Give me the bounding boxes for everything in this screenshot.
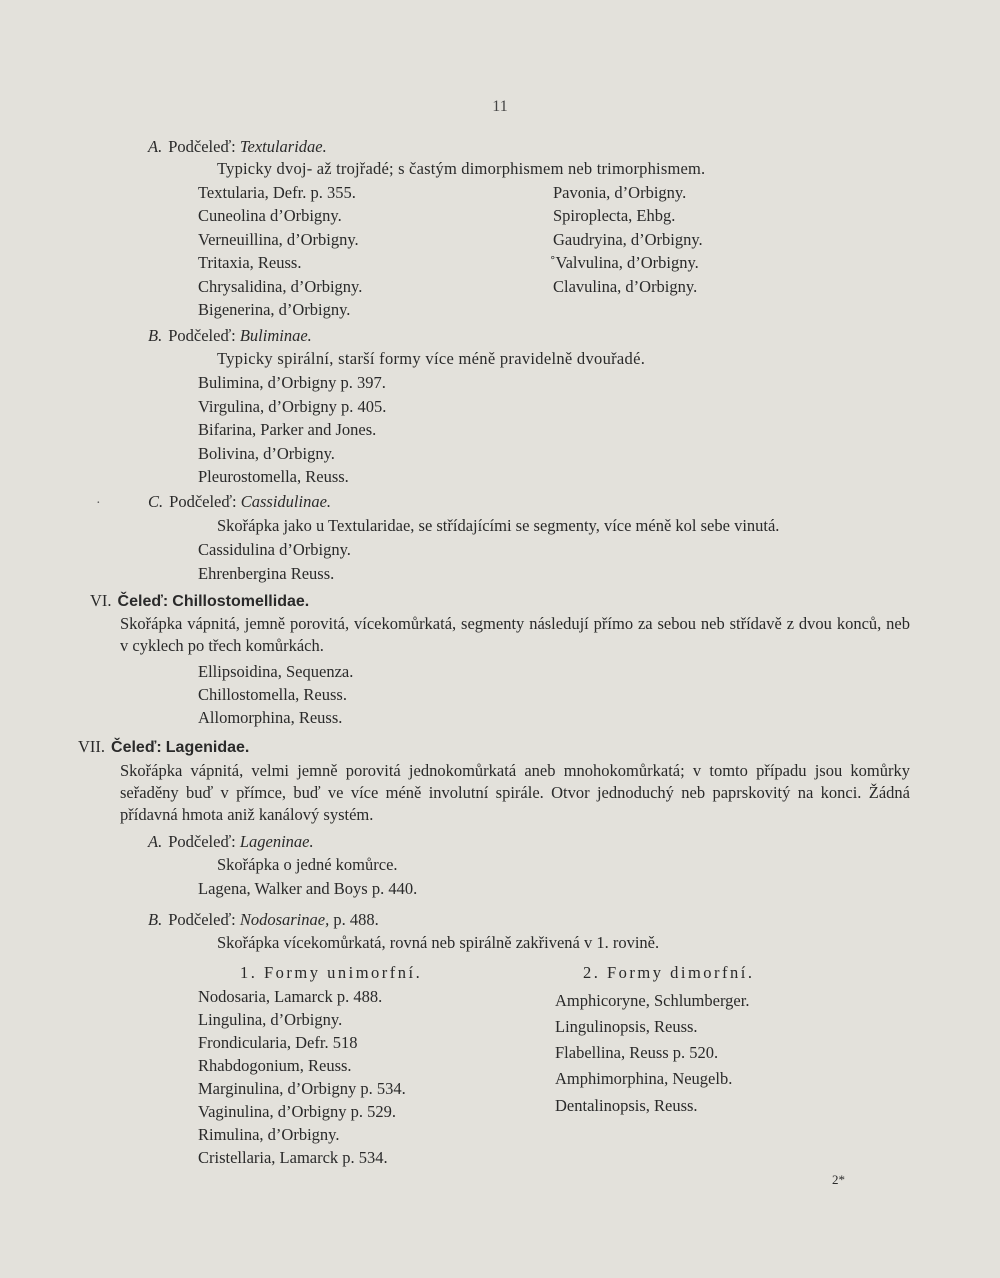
genus-item: Textularia, Defr. p. 355.: [198, 183, 356, 202]
genus-item: Bulimina, d’Orbigny p. 397.: [198, 373, 386, 392]
family-number: VI.: [90, 591, 112, 610]
page-number: 11: [492, 98, 508, 115]
genus-item: Ehrenbergina Reuss.: [198, 564, 335, 583]
subfamily-heading: [148, 136, 327, 157]
subfamily-heading: [148, 909, 379, 930]
subfamily-letter: B.: [148, 910, 163, 929]
subfamily-description: Typicky dvoj- až trojřadé; s častým dimorphismem neb trimorphismem.: [217, 159, 706, 178]
column-heading-unimorphic: 1. Formy unimorfní.: [240, 963, 423, 982]
family-heading: [90, 590, 309, 612]
family-label: Čeleď:: [117, 593, 169, 610]
genus-item: Chillostomella, Reuss.: [198, 685, 347, 704]
subfamily-name: Cassidulinae.: [240, 492, 332, 511]
genus-item: Lagena, Walker and Boys p. 440.: [198, 879, 418, 898]
genus-item: Clavulina, d’Orbigny.: [553, 277, 698, 296]
genus-item: Pleurostomella, Reuss.: [198, 467, 349, 486]
subfamily-label: Podčeleď:: [168, 910, 236, 929]
genus-item: Bolivina, d’Orbigny.: [198, 444, 335, 463]
genus-item: ˚Valvulina, d’Orbigny.: [550, 253, 699, 272]
genus-item: Lingulinopsis, Reuss.: [555, 1017, 698, 1036]
subfamily-description: Typicky spirální, starší formy více méně pravidelně dvouřadé.: [217, 349, 646, 368]
family-label: Čeleď:: [111, 739, 162, 756]
subfamily-letter: C.: [148, 492, 164, 511]
subfamily-name: Textularidae.: [239, 137, 327, 156]
subfamily-description: Skořápka o jedné komůrce.: [217, 855, 398, 874]
genus-item: Nodosaria, Lamarck p. 488.: [198, 987, 383, 1006]
subfamily-label: Podčeleď:: [169, 492, 237, 511]
subfamily-letter: B.: [148, 326, 163, 345]
genus-item: Lingulina, d’Orbigny.: [198, 1010, 343, 1029]
subfamily-heading: [148, 325, 312, 346]
genus-item: Dentalinopsis, Reuss.: [555, 1096, 698, 1115]
family-heading: [78, 736, 249, 758]
genus-item: Gaudryina, d’Orbigny.: [553, 230, 703, 249]
subfamily-page-ref: p. 488.: [333, 910, 379, 929]
genus-item: Ellipsoidina, Sequenza.: [198, 662, 354, 681]
subfamily-letter: A.: [148, 137, 163, 156]
subfamily-name: Buliminae.: [239, 326, 312, 345]
genus-item: Spiroplecta, Ehbg.: [553, 206, 676, 225]
genus-item: Verneuillina, d’Orbigny.: [198, 230, 359, 249]
family-number: VII.: [78, 737, 106, 756]
genus-item: Cuneolina d’Orbigny.: [198, 206, 342, 225]
genus-item: Bifarina, Parker and Jones.: [198, 420, 377, 439]
subfamily-description: Skořápka vícekomůrkatá, rovná neb spirálně zakřivená v 1. rovině.: [217, 933, 660, 952]
stray-mark: ·: [96, 496, 101, 511]
family-description: Skořápka vápnitá, jemně porovitá, vícekomůrkatá, segmenty následují přímo za sebou neb střídavě z dvou konců, neb v cyklech po třech komůrkách.: [120, 614, 910, 655]
family-description: Skořápka vápnitá, velmi jemně porovitá jednokomůrkatá aneb mnohokomůrkatá; v tomto případu jsou komůrky seřaděny buď v přímce, buď ve více méně involutní spirále. Otvor jednoduchý neb paprskovitý na konci. Žádná přídavná hmota aniž kanálový systém.: [120, 761, 910, 824]
genus-item: Marginulina, d’Orbigny p. 534.: [198, 1079, 406, 1098]
subfamily-heading: [148, 831, 314, 852]
genus-item: Rhabdogonium, Reuss.: [198, 1056, 352, 1075]
genus-item: Pavonia, d’Orbigny.: [553, 183, 687, 202]
signature-mark: 2*: [832, 1172, 845, 1187]
genus-item: Rimulina, d’Orbigny.: [198, 1125, 340, 1144]
family-name: Chillostomellidae.: [172, 593, 310, 610]
genus-item: Vaginulina, d’Orbigny p. 529.: [198, 1102, 396, 1121]
subfamily-name: Nodosarinae,: [239, 910, 330, 929]
family-name: Lagenidae.: [165, 739, 250, 756]
genus-item: Bigenerina, d’Orbigny.: [198, 300, 351, 319]
genus-item: Amphicoryne, Schlumberger.: [555, 991, 750, 1010]
genus-item: Chrysalidina, d’Orbigny.: [198, 277, 363, 296]
subfamily-name: Lageninae.: [239, 832, 314, 851]
genus-item: Allomorphina, Reuss.: [198, 708, 343, 727]
genus-item: Cristellaria, Lamarck p. 534.: [198, 1148, 388, 1167]
subfamily-label: Podčeleď:: [168, 137, 236, 156]
genus-item: Flabellina, Reuss p. 520.: [555, 1043, 719, 1062]
subfamily-letter: A.: [148, 832, 163, 851]
subfamily-heading: [148, 491, 331, 512]
genus-item: Amphimorphina, Neugelb.: [555, 1069, 733, 1088]
subfamily-label: Podčeleď:: [168, 832, 236, 851]
genus-item: Frondicularia, Defr. 518: [198, 1033, 358, 1052]
column-heading-dimorphic: 2. Formy dimorfní.: [583, 963, 755, 982]
genus-item: Virgulina, d’Orbigny p. 405.: [198, 397, 387, 416]
subfamily-description: Skořápka jako u Textularidae, se střídajícími se segmenty, více méně kol sebe vinutá.: [217, 516, 780, 535]
genus-item: Cassidulina d’Orbigny.: [198, 540, 351, 559]
genus-item: Tritaxia, Reuss.: [198, 253, 302, 272]
subfamily-label: Podčeleď:: [168, 326, 236, 345]
